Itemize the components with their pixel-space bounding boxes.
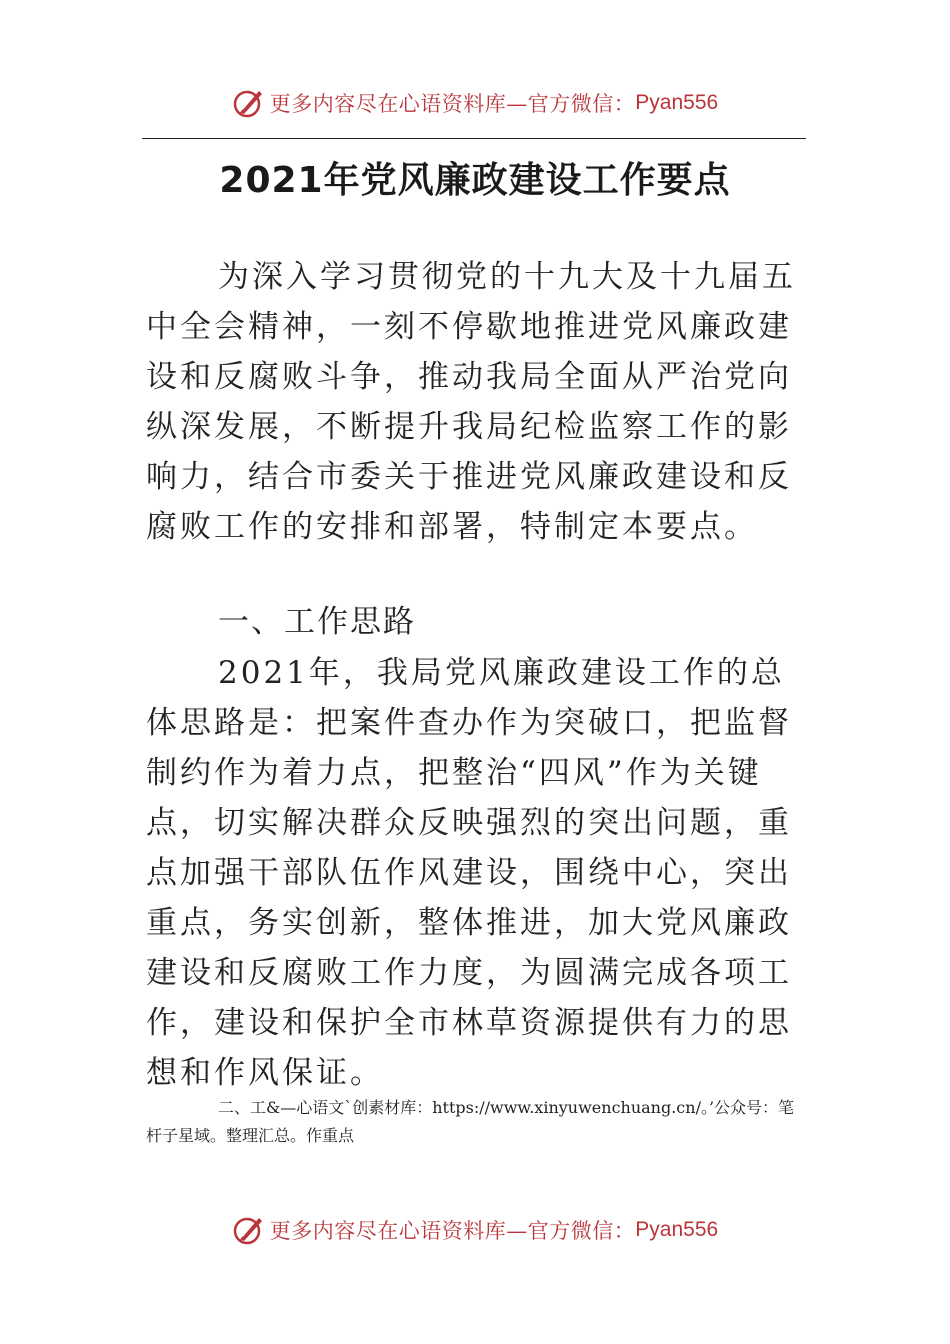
banner-wechat-handle: Pyan556 [635, 91, 719, 114]
banner-text: 更多内容尽在心语资料库—官方微信： [269, 92, 636, 116]
document-title: 2021年党风廉政建设工作要点 [219, 160, 731, 201]
section-paragraph-1: 2021年，我局党风廉政建设工作的总体思路是：把案件查办作为突破口，把监督制约作为着力点，把整治“四风”作为关键点，切实解决群众反映强烈的突出问题，重点加强干部队伍作风建设，围绕中心，突出重点，务实创新，整体推进，加大党风廉政建设和反腐败工作力度，为圆满完成各项工作，建设和保护全市林草资源提供有力的思想和作风保证。 [146, 655, 792, 1091]
intro-paragraph: 为深入学习贯彻党的十九大及十九届五中全会精神，一刻不停歇地推进党风廉政建设和反腐败斗争，推动我局全面从严治党向纵深发展，不断提升我局纪检监察工作的影响力，结合市委关于推进党风廉政建设和反腐败工作的安排和部署，特制定本要点。 [146, 259, 796, 545]
header-rule [142, 138, 806, 139]
header-banner [0, 83, 950, 123]
footer-banner [0, 1210, 950, 1250]
banner-text: 更多内容尽在心语资料库—官方微信： [269, 1219, 636, 1243]
banner-wechat-handle: Pyan556 [635, 1218, 719, 1241]
quill-pen-logo-icon [232, 86, 266, 120]
footnote-watermark-text: 二、工&—心语文`创素材库：https://www.xinyuwenchuang.cn/。’公众号：笔杆子星域。整理汇总。作重点 [146, 1098, 795, 1145]
section-heading-1: 一、工作思路 [218, 604, 416, 640]
quill-pen-logo-icon [232, 1213, 266, 1247]
